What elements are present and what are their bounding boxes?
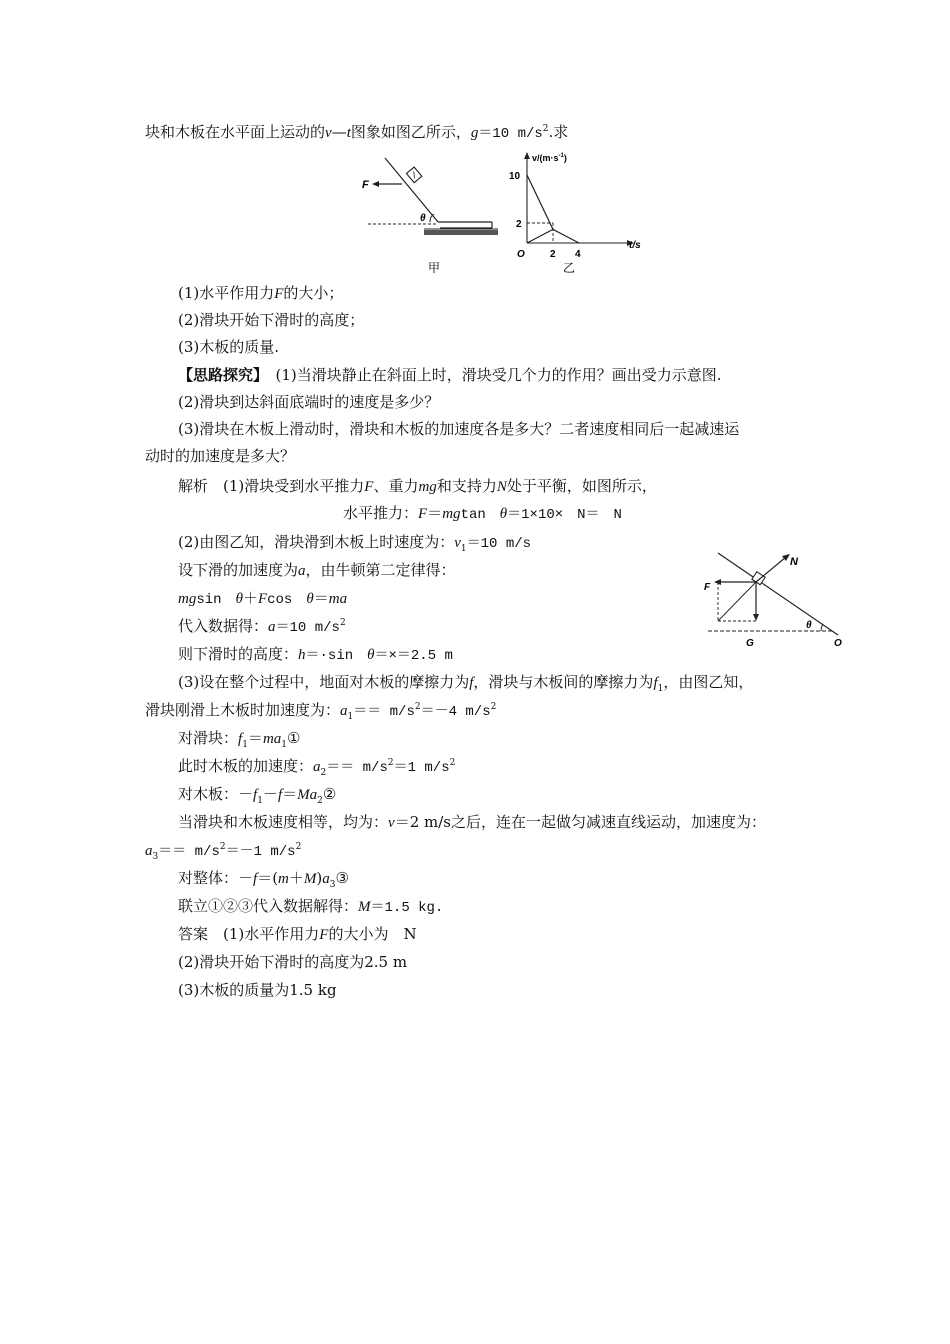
g-value: ＝10 m/s xyxy=(478,126,543,142)
s10c: ① xyxy=(287,729,301,747)
s1b: 、重力 xyxy=(373,477,419,495)
s2d: ＝1×10× N＝ N xyxy=(507,507,622,523)
s6b: ＝10 m/s xyxy=(275,620,340,636)
x-tick-2: 2 xyxy=(550,249,556,260)
s8sub: 1 xyxy=(657,684,664,694)
s1a: (1)滑块受到水平推力 xyxy=(223,477,365,495)
theta-arc xyxy=(430,214,434,222)
s11c: ＝1 m/s xyxy=(393,760,450,776)
s2b: ＝ xyxy=(427,504,443,522)
s15c: ＋ xyxy=(288,869,304,887)
normal-force-arrow xyxy=(756,557,786,582)
g-arrowhead xyxy=(753,614,759,621)
s5theta2: θ xyxy=(306,591,314,607)
var-t: t xyxy=(346,125,351,141)
s11sub: 2 xyxy=(320,768,327,778)
s9b: ＝＝ m/s xyxy=(353,704,415,720)
question-3: (3)木板的质量. xyxy=(178,338,280,356)
s7h: h xyxy=(298,647,306,663)
ground-hatch xyxy=(424,230,498,235)
figure-yi-vt-graph xyxy=(505,148,655,278)
s7theta: θ xyxy=(367,647,375,663)
answer-line-1 xyxy=(178,924,417,945)
s1c: 和支持力 xyxy=(436,477,497,495)
answer-line-2: (2)滑块开始下滑时的高度为2.5 m xyxy=(178,953,408,971)
var-v: v xyxy=(325,125,332,141)
var-F: F xyxy=(274,286,284,302)
a1a: (1)水平作用力 xyxy=(223,925,320,943)
s15a: 对整体：－ xyxy=(178,869,254,887)
s15a3: a xyxy=(322,871,330,887)
s15f: f xyxy=(253,871,258,887)
s12sub2: 2 xyxy=(317,796,323,806)
y-tick-10: 10 xyxy=(509,171,521,182)
s13a: 当滑块和木板速度相等，均为： xyxy=(178,813,389,831)
label-theta: θ xyxy=(420,213,426,224)
solution-line-10 xyxy=(178,728,300,749)
solution-line-3 xyxy=(178,532,531,554)
s10ma: ma xyxy=(262,731,282,747)
s15e: ③ xyxy=(335,869,349,887)
label-G: G xyxy=(746,638,754,649)
origin-label: O xyxy=(517,249,525,260)
question-1-end: 的大小； xyxy=(283,284,344,302)
solution-line-12 xyxy=(178,784,336,805)
s13v: v xyxy=(388,815,395,831)
s1F: F xyxy=(364,479,374,495)
resultant-line xyxy=(718,582,756,621)
s11a: 此时木板的加速度： xyxy=(178,757,314,775)
label-O: O xyxy=(834,638,842,649)
s5e: ＝ xyxy=(313,589,329,607)
s2a: 水平推力： xyxy=(343,504,419,522)
s2c: tan xyxy=(460,507,500,523)
s3a: (2)由图乙知，滑块滑到木板上时速度为： xyxy=(178,533,455,551)
s5F: F xyxy=(257,591,268,607)
s14exp2: 2 xyxy=(295,842,302,852)
s11b: ＝＝ m/s xyxy=(326,760,388,776)
x-axis-label: t/s xyxy=(629,240,641,251)
intro-end: .求 xyxy=(548,123,569,141)
s12c: ＝ xyxy=(282,785,298,803)
s5theta: θ xyxy=(235,591,243,607)
s7a: 则下滑时的高度： xyxy=(178,645,299,663)
s10a: 对滑块： xyxy=(178,729,239,747)
s15sub: 3 xyxy=(329,880,336,890)
force-arrowhead xyxy=(372,181,379,187)
s6a: 代入数据得： xyxy=(178,617,269,635)
caption-jia: 甲 xyxy=(428,261,441,275)
s14c: ＝－1 m/s xyxy=(225,844,296,860)
explore-label: 【思路探究】 xyxy=(178,366,261,384)
s12a: 对木板：－ xyxy=(178,785,254,803)
a1b: 的大小为 N xyxy=(328,925,417,943)
intro-line xyxy=(145,122,568,144)
s8f: f xyxy=(469,675,474,691)
s5d: cos xyxy=(267,592,307,608)
s12d: ② xyxy=(322,785,337,803)
s12f1: f xyxy=(253,787,258,803)
solution-line-1 xyxy=(178,476,657,497)
explore-line-1 xyxy=(178,365,722,385)
solution-line-2 xyxy=(343,503,622,525)
s3v: v xyxy=(454,535,461,551)
solution-line-13 xyxy=(178,812,766,833)
solution-line-11 xyxy=(178,756,455,778)
s1d: 处于平衡，如图所示， xyxy=(506,477,657,495)
solution-line-7 xyxy=(178,644,453,666)
exponent: 2 xyxy=(542,124,549,134)
y-tick-2: 2 xyxy=(516,219,522,230)
solution-line-14 xyxy=(145,840,301,862)
s15d: ) xyxy=(316,869,323,887)
solution-line-8 xyxy=(178,672,753,693)
f-arrowhead xyxy=(714,579,721,585)
a1F: F xyxy=(319,927,329,943)
explore-line-2: (2)滑块到达斜面底端时的速度是多少？ xyxy=(178,393,440,411)
incline-line xyxy=(718,553,838,635)
answer-line-3: (3)木板的质量为1.5 kg xyxy=(178,981,337,999)
dash: — xyxy=(331,123,347,141)
s1N: N xyxy=(496,479,507,495)
x-tick-4: 4 xyxy=(575,249,581,260)
series-line-board xyxy=(527,229,553,243)
s3sub: 1 xyxy=(460,544,467,554)
block xyxy=(752,572,765,585)
question-2: (2)滑块开始下滑时的高度； xyxy=(178,311,365,329)
solution-line-16 xyxy=(178,896,443,918)
intro-text: 块和木板在水平面上运动的 xyxy=(145,123,326,141)
s4a: 设下滑的加速度为 xyxy=(178,561,299,579)
s10b: ＝ xyxy=(247,729,263,747)
s14sub: 3 xyxy=(152,852,159,862)
s5ma: ma xyxy=(328,591,348,607)
s4-var-a: a xyxy=(298,563,306,579)
slider-block xyxy=(406,167,421,183)
s10sub: 1 xyxy=(242,740,248,750)
solution-line-15 xyxy=(178,868,349,889)
figure-force-diagram xyxy=(698,545,848,653)
question-1 xyxy=(178,283,343,304)
s14var: a xyxy=(145,843,153,859)
s16b: ＝1.5 kg. xyxy=(370,900,444,916)
s9a: 滑块刚滑上木板时加速度为： xyxy=(145,701,341,719)
s12f: f xyxy=(277,787,283,803)
y-axis-arrow xyxy=(524,152,530,159)
s10f: f xyxy=(238,731,243,747)
s12Ma: Ma xyxy=(297,787,318,803)
s3b: ＝10 m/s xyxy=(466,536,532,552)
label-F: F xyxy=(704,582,711,593)
s8b: ，滑块与木板间的摩擦力为 xyxy=(473,673,654,691)
solution-line-9 xyxy=(145,700,496,722)
explore-line-3: (3)滑块在木板上滑动时，滑块和木板的加速度各是多大？二者速度相同后一起减速运 xyxy=(178,420,740,438)
s2theta: θ xyxy=(499,506,508,522)
s16M: M xyxy=(358,899,371,915)
s6exp: 2 xyxy=(339,618,346,628)
s7b: ＝·sin xyxy=(305,648,368,664)
s2F: F xyxy=(418,506,428,522)
s5c: ＋ xyxy=(242,589,258,607)
s15b: ＝( xyxy=(257,869,279,887)
s7c: ＝×＝2.5 m xyxy=(374,648,453,664)
solution-line-5 xyxy=(178,588,347,610)
s12b: － xyxy=(262,785,278,803)
s9var: a xyxy=(340,703,348,719)
s8f1: f xyxy=(653,675,658,691)
s2mg: mg xyxy=(442,506,461,522)
s14b: ＝＝ m/s xyxy=(158,844,220,860)
series-line-slider xyxy=(527,175,579,243)
s11exp: 2 xyxy=(387,758,394,768)
vt-series xyxy=(527,175,579,243)
s13b: ＝2 m/s之后，连在一起做匀减速直线运动，加速度为： xyxy=(394,813,766,831)
solution-line-4 xyxy=(178,560,456,581)
solution-line-6 xyxy=(178,616,346,638)
s5b: sin xyxy=(196,592,236,608)
solution-label: 解析 xyxy=(178,477,209,495)
caption-yi: 乙 xyxy=(563,261,576,275)
s11var: a xyxy=(313,759,321,775)
label-F: F xyxy=(362,179,369,191)
label-N: N xyxy=(790,556,798,568)
theta-arc xyxy=(821,624,823,631)
s9exp: 2 xyxy=(414,702,421,712)
s8a: (3)设在整个过程中，地面对木板的摩擦力为 xyxy=(178,673,470,691)
s9sub: 1 xyxy=(347,712,354,722)
s4b: ，由牛顿第二定律得： xyxy=(305,561,456,579)
s11exp2: 2 xyxy=(449,758,456,768)
y-axis-label: $v/(m\cdot s^{-1})$ xyxy=(532,153,567,163)
s14exp: 2 xyxy=(219,842,226,852)
s9c: ＝－4 m/s xyxy=(420,704,491,720)
s16a: 联立①②③代入数据解得： xyxy=(178,897,359,915)
explore-q1: (1)当滑块静止在斜面上时，滑块受几个力的作用？画出受力示意图. xyxy=(275,366,722,384)
s15m: m xyxy=(278,871,289,887)
var-g: g xyxy=(470,125,479,141)
s6var: a xyxy=(268,619,276,635)
explore-line-4: 动时的加速度是多大？ xyxy=(145,447,296,465)
question-1-text: (1)水平作用力 xyxy=(178,284,275,302)
s8c: ，由图乙知， xyxy=(663,673,754,691)
s15M: M xyxy=(303,871,317,887)
intro-text-2: 图象如图乙所示， xyxy=(350,123,471,141)
s12sub: 1 xyxy=(257,796,263,806)
label-theta: θ xyxy=(806,620,812,631)
s1mg: mg xyxy=(418,479,437,495)
answer-label: 答案 xyxy=(178,925,209,943)
s10sub2: 1 xyxy=(281,740,288,750)
figure-jia xyxy=(360,150,510,280)
s9exp2: 2 xyxy=(490,702,497,712)
s5a: mg xyxy=(178,591,197,607)
incline-line xyxy=(385,158,438,222)
